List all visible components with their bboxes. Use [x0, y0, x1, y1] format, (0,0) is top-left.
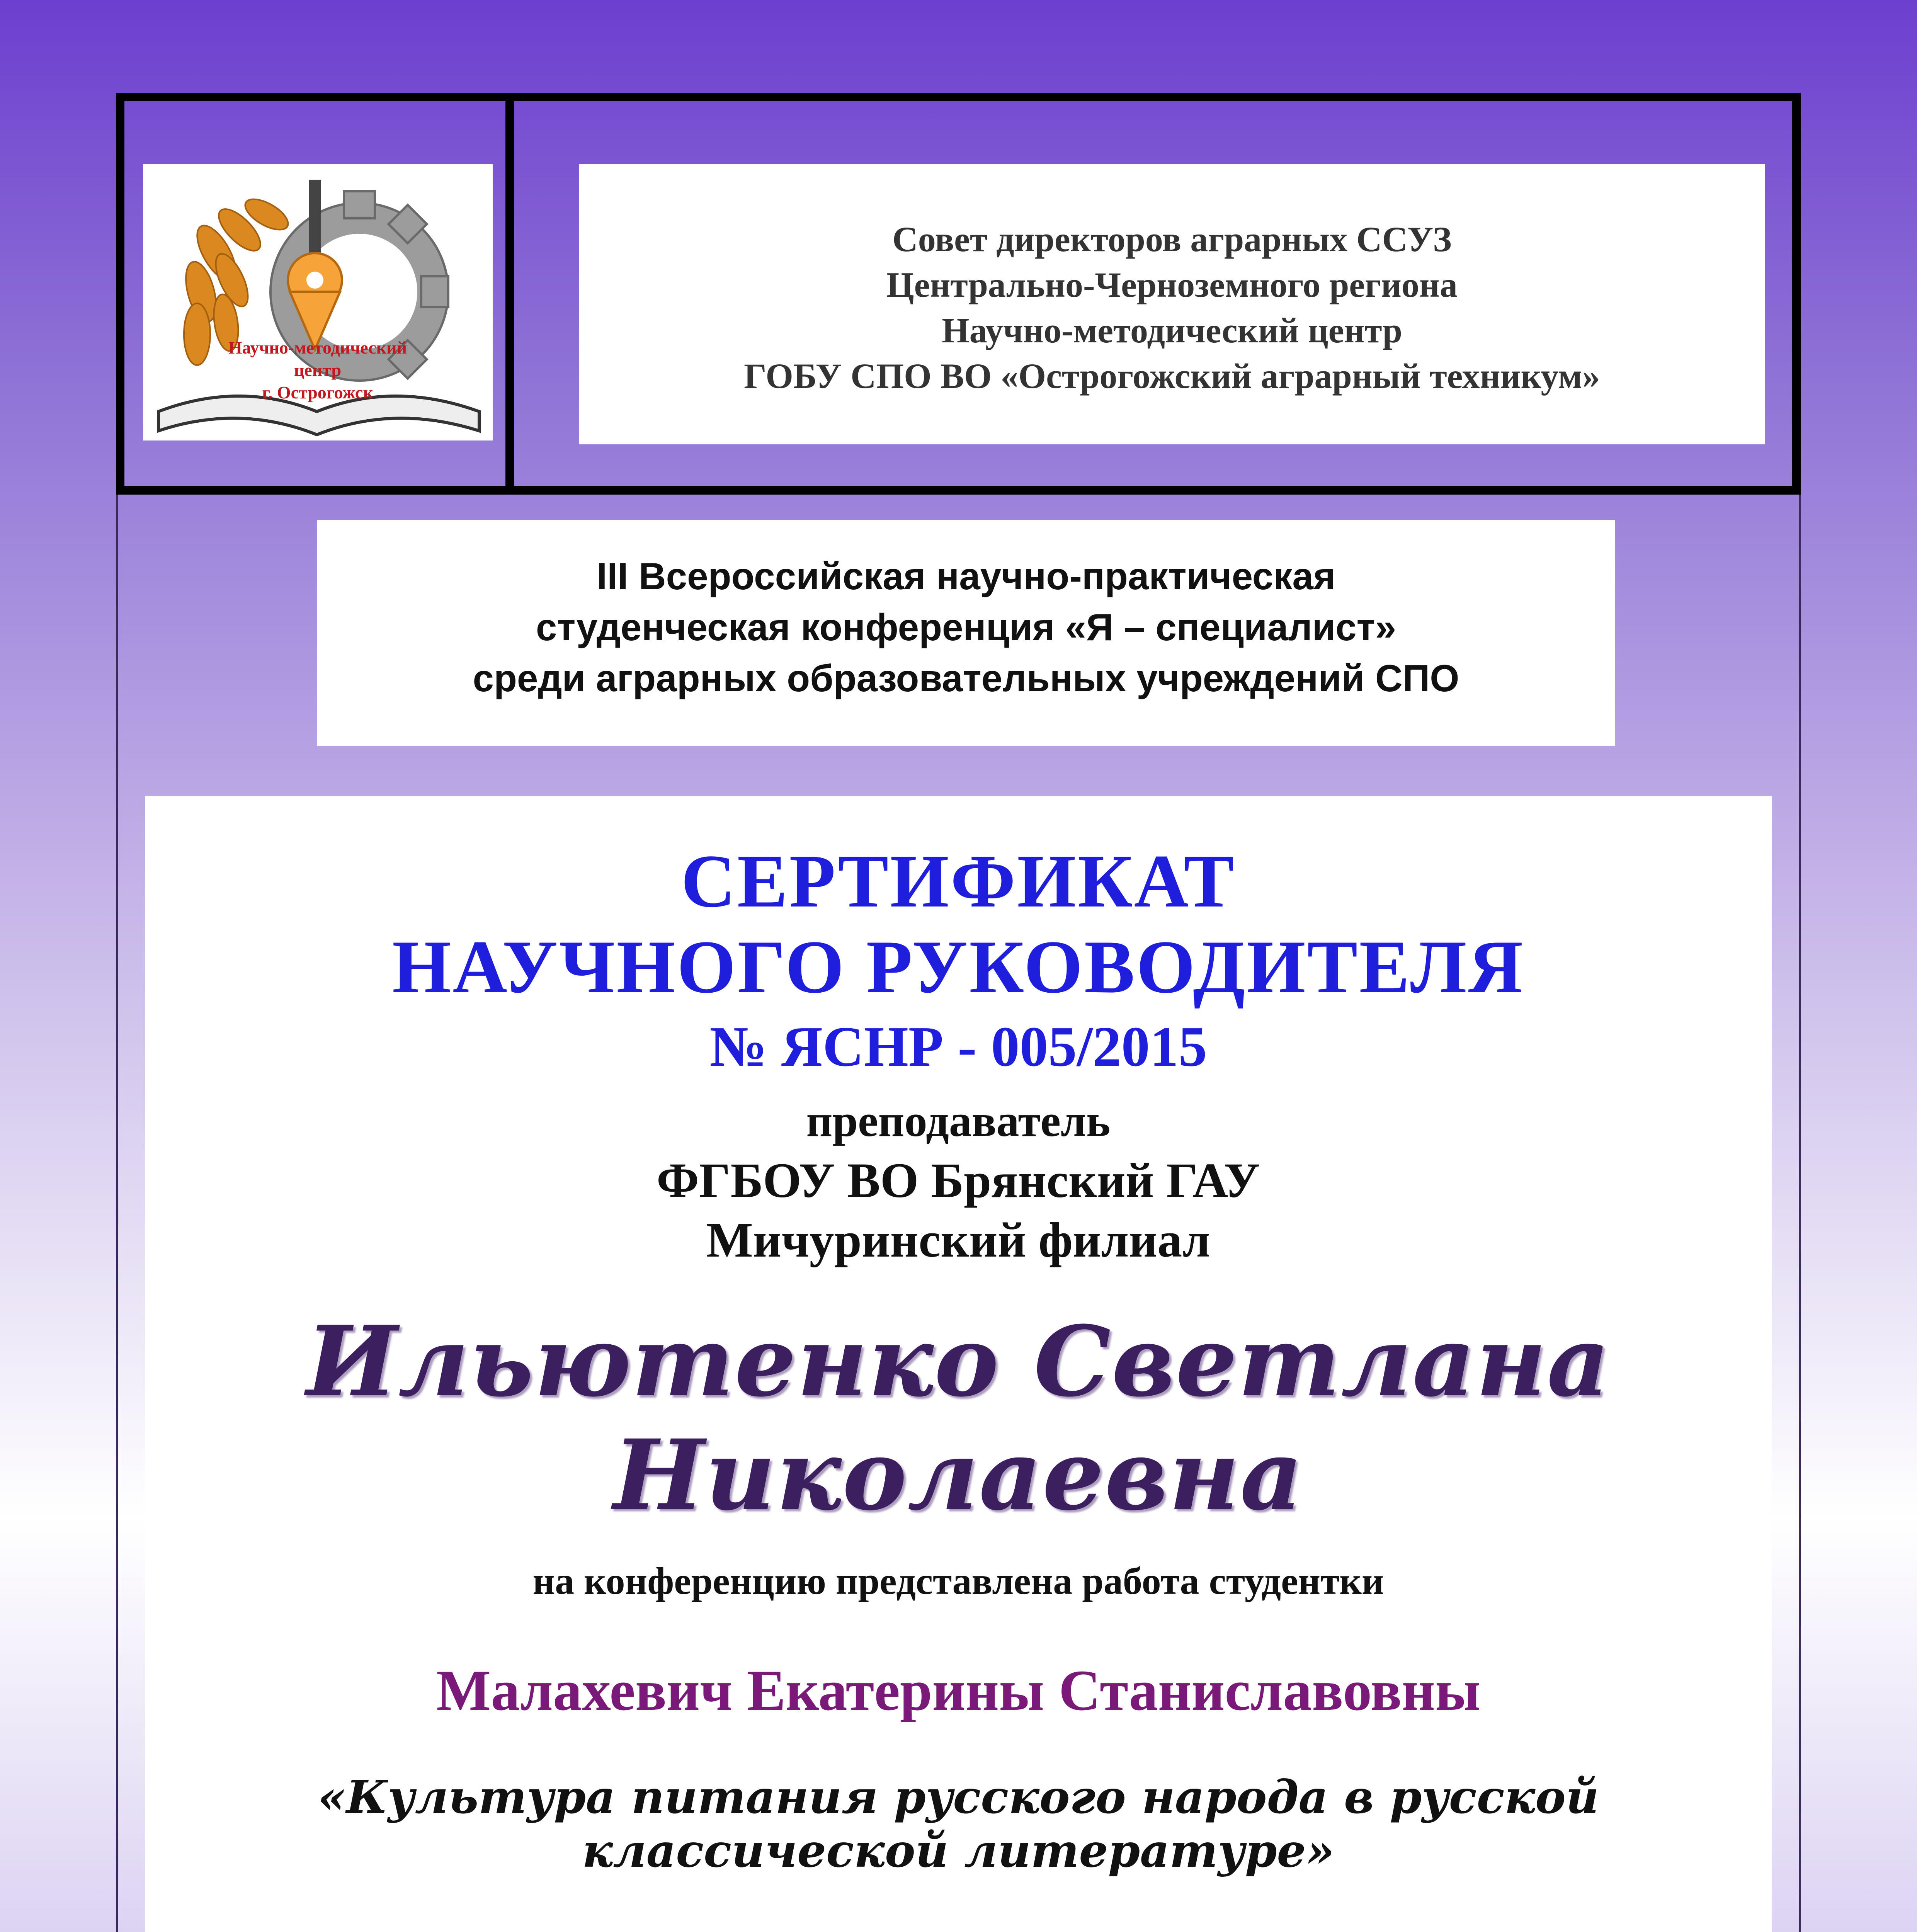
certificate-subtitle: НАУЧНОГО РУКОВОДИТЕЛЯ	[392, 925, 1525, 1009]
mentor-branch: Мичуринский филиал	[706, 1213, 1211, 1267]
org-line: Научно-методический центр	[942, 311, 1402, 350]
logo-text-line1: Научно-методический	[228, 338, 407, 357]
certificate-title: СЕРТИФИКАТ	[681, 839, 1236, 923]
org-line: Центрально-Черноземного региона	[886, 265, 1458, 304]
mentor-position: преподаватель	[806, 1095, 1111, 1146]
student-name: Малахевич Екатерины Станиславовны	[436, 1658, 1481, 1723]
certificate-number: № ЯСНР - 005/2015	[709, 1015, 1207, 1078]
logo-panel	[143, 164, 493, 440]
work-title: «Культура питания русского народа в русской классической литературе»	[318, 1770, 1599, 1878]
logo-emblem-icon	[143, 164, 493, 440]
logo-text-line2: центр	[294, 360, 342, 380]
org-line: Совет директоров аграрных ССУЗ	[892, 219, 1452, 259]
work-intro: на конференцию представлена работа студентки	[532, 1560, 1384, 1602]
conference-panel	[317, 520, 1615, 746]
certificate-panel	[145, 796, 1772, 1932]
conference-line: студенческая конференция «Я – специалист»	[536, 606, 1397, 648]
conference-line: III Всероссийская научно-практическая	[596, 555, 1336, 597]
mentor-institution: ФГБОУ ВО Брянский ГАУ	[657, 1153, 1260, 1208]
organization-header	[579, 164, 1765, 444]
org-line: ГОБУ СПО ВО «Острогожский аграрный техникум»	[744, 356, 1600, 396]
mentor-name: Ильютенко Светлана Николаевна	[306, 1304, 1611, 1532]
logo-text-line3: г. Острогожск	[262, 383, 373, 402]
conference-line: среди аграрных образовательных учреждений СПО	[473, 657, 1459, 699]
